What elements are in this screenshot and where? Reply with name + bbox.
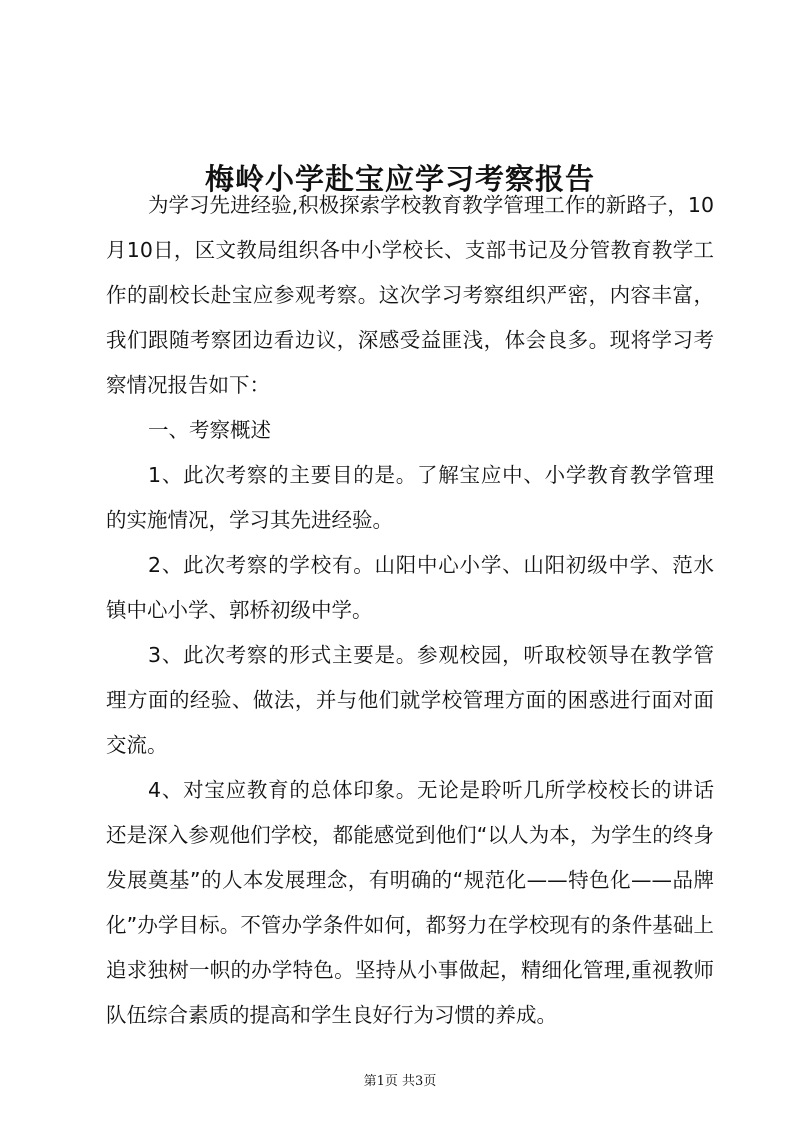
section-heading-overview: 一、考察概述 [148, 418, 272, 442]
paragraph-item-4: 4、对宝应教育的总体印象。无论是聆听几所学校校长的讲话还是深入参观他们学校，都能感觉到他们“以人为本，为学生的终身发展奠基”的人本发展理念，有明确的“规范化——特色化——品牌化”办学目标。不管办学条件如何，都努力在学校现有的条件基础上追求独树一帜的办学特色。坚持从小事做起，精细化管理,重视教师队伍综合素质的提高和学生良好行为习惯的养成。 [106, 778, 714, 1027]
page-footer: 第1页 共3页 [363, 1074, 437, 1089]
paragraph-item-2: 2、此次考察的学校有。山阳中心小学、山阳初级中学、范水镇中心小学、郭桥初级中学。 [106, 553, 714, 622]
paragraph-intro: 为学习先进经验,积极探索学校教育教学管理工作的新路子，10月10日，区文教局组织各中小学校长、支部书记及分管教育教学工作的副校长赴宝应参观考察。这次学习考察组织严密，内容丰富，我们跟随考察团边看边议，深感受益匪浅，体会良多。现将学习考察情况报告如下： [106, 193, 714, 397]
paragraph-item-1: 1、此次考察的主要目的是。了解宝应中、小学教育教学管理的实施情况，学习其先进经验。 [106, 463, 714, 532]
paragraph-item-3: 3、此次考察的形式主要是。参观校园，听取校领导在教学管理方面的经验、做法，并与他们就学校管理方面的困惑进行面对面交流。 [106, 643, 714, 757]
document-body [106, 183, 714, 1038]
document-title: 梅岭小学赴宝应学习考察报告 [204, 162, 595, 197]
